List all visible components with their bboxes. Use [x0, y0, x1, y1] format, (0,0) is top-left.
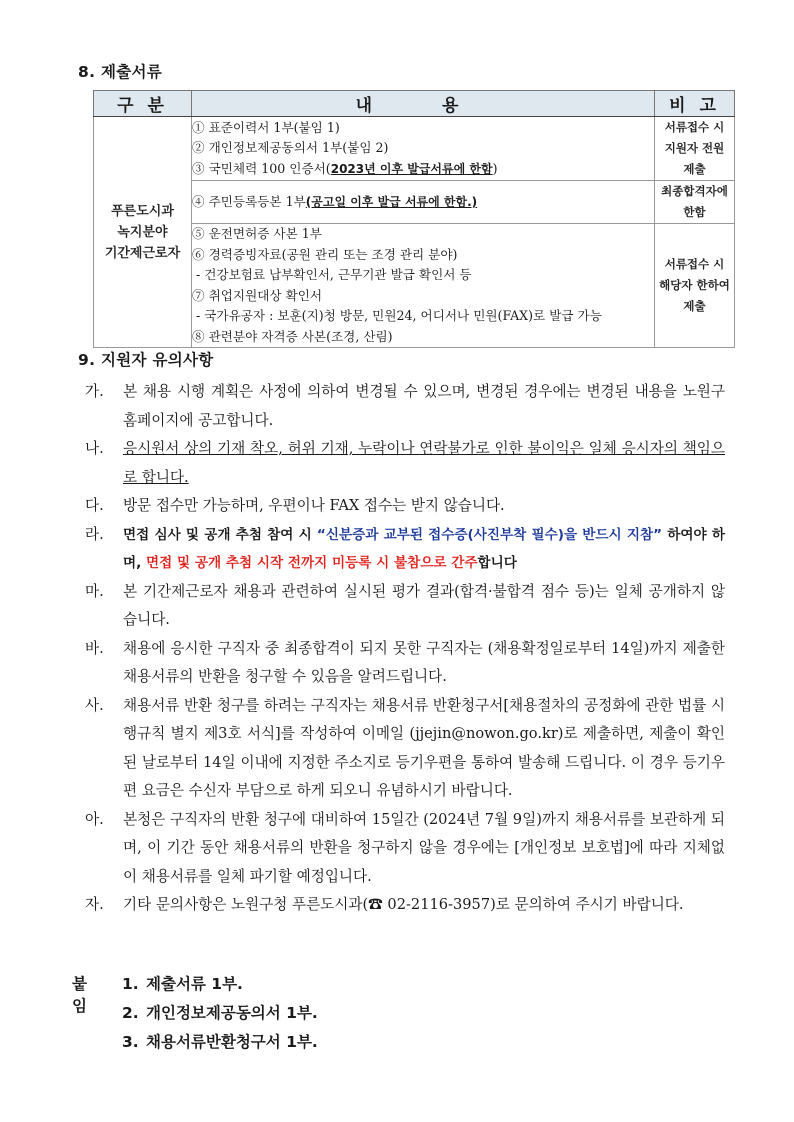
note-item: [85, 806, 725, 892]
section-8-heading: 8. 제출서류: [78, 63, 163, 81]
doc-item: ⑦ 취업지원대상 확인서: [192, 287, 323, 303]
note-item: [85, 378, 725, 435]
note-text: 방문 접수만 가능하며, 우편이나 FAX 접수는 받지 않습니다.: [123, 497, 505, 514]
note-text-bold: 합니다: [477, 555, 517, 571]
attachment-item: [122, 1001, 318, 1023]
remark-line: 한함: [683, 205, 706, 219]
submission-documents-table: [93, 90, 735, 348]
doc-item-emphasis: 2023년 이후 발급서류에 한함: [330, 161, 493, 176]
note-item: [85, 891, 725, 920]
category-line: 기간제근로자: [104, 245, 181, 261]
doc-item: ① 표준이력서 1부(붙임 1): [192, 119, 340, 135]
attachment-text: 채용서류반환청구서 1부.: [146, 1033, 318, 1051]
doc-subitem: - 국가유공자 : 보훈(지)청 방문, 민원24, 어디서나 민원(FAX)로 발급 가능: [196, 308, 602, 323]
remark-line: 서류접수 시: [664, 120, 725, 134]
note-marker: 가.: [85, 383, 104, 400]
note-text: [123, 521, 725, 578]
header-content: 내 용: [192, 91, 655, 117]
remark-line: 제출: [683, 299, 706, 313]
note-text-bold: 하여야 하며,: [123, 526, 725, 571]
note-marker: 마.: [85, 582, 104, 600]
note-marker: 나.: [85, 440, 104, 457]
note-item: [85, 492, 725, 521]
doc-subitem: - 건강보험료 납부확인서, 근무기관 발급 확인서 등: [196, 267, 472, 282]
note-text: 기타 문의사항은 노원구청 푸른도시과(☎ 02-2116-3957)로 문의하여 주시기 바랍니다.: [123, 896, 684, 913]
attachment-number: 1.: [122, 975, 139, 993]
remark-line: 해당자 한하여: [659, 278, 730, 292]
note-text-bold: 면접 심사 및 공개 추첨 참여 시: [123, 526, 317, 543]
note-marker: 사.: [85, 696, 104, 714]
table-row: [94, 117, 735, 181]
note-text: 채용서류 반환 청구를 하려는 구직자는 채용서류 반환청구서[채용절차의 공정화에 관한 법률 시행규칙 별지 제3호 서식]를 작성하여 이메일 (jjejin@nowon.go.kr)로 제출하면, 제출이 확인된 날로부터 14일 이내에 지정한 주소지로 등기우편을 통하여 발송해 드립니다. 이 경우 등기우편 요금은 수신자 부담으로 하게 되오니 유념하시기 바랍니다.: [123, 696, 725, 799]
content-cell: [192, 224, 655, 348]
note-marker: 아.: [85, 810, 104, 828]
section-9-heading: 9. 지원자 유의사항: [78, 351, 214, 369]
note-text: 본 기간제근로자 채용과 관련하여 실시된 평가 결과(합격·불합격 점수 등)는 일체 공개하지 않습니다.: [123, 582, 725, 628]
applicant-notes-list: [85, 378, 725, 920]
remark-line: 지원자 전원: [664, 141, 725, 155]
note-text-blue: “신분증과 교부된 접수증(사진부착 필수)을 반드시 지참”: [316, 526, 663, 543]
doc-item: ② 개인정보제공동의서 1부(붙임 2): [192, 140, 389, 156]
note-marker: 바.: [85, 639, 104, 657]
header-remarks: 비 고: [655, 91, 735, 117]
attachment-item: [122, 972, 243, 994]
category-line: 녹지분야: [117, 224, 168, 240]
attachment-text: 개인정보제공동의서 1부.: [146, 1004, 318, 1022]
note-text: 본청은 구직자의 반환 청구에 대비하여 15일간 (2024년 7월 9일)까지 채용서류를 보관하게 되며, 이 기간 동안 채용서류의 반환을 청구하지 않을 경우에는 [개인정보 보호법]에 따라 지체없이 채용서류를 일체 파기할 예정입니다.: [123, 810, 725, 885]
note-item: [85, 578, 725, 635]
attachment-number: 3.: [122, 1033, 139, 1051]
category-cell: [94, 117, 192, 348]
doc-item-prefix: ③ 국민체력 100 인증서(: [192, 160, 331, 176]
doc-item: [192, 159, 654, 180]
doc-item-suffix: ): [492, 160, 498, 176]
doc-item: ⑤ 운전면허증 사본 1부: [192, 226, 322, 241]
note-text: 본 채용 시행 계획은 사정에 의하여 변경될 수 있으며, 변경된 경우에는 변경된 내용을 노원구 홈페이지에 공고합니다.: [123, 383, 725, 429]
remark-line: 제출: [683, 162, 706, 176]
content-cell: [192, 181, 655, 224]
remark-line: 최종합격자에: [661, 184, 728, 198]
note-text: 응시원서 상의 기재 착오, 허위 기재, 누락이나 연락불가로 인한 불이익은 일체 응시자의 책임으로 합니다.: [123, 440, 725, 486]
note-marker: 라.: [85, 525, 104, 543]
attachment-item: [122, 1030, 318, 1052]
doc-item: ⑥ 경력증빙자료(공원 관리 또는 조경 관리 분야): [192, 246, 458, 262]
category-line: 푸른도시과: [111, 203, 174, 219]
remark-line: 서류접수 시: [664, 257, 725, 271]
remark-cell: [655, 181, 735, 224]
content-cell: [192, 117, 655, 181]
note-marker: 다.: [85, 497, 104, 514]
note-item: [85, 521, 725, 578]
note-text: 채용에 응시한 구직자 중 최종합격이 되지 못한 구직자는 (채용확정일로부터 14일)까지 제출한 채용서류의 반환을 청구할 수 있음을 알려드립니다.: [123, 639, 725, 685]
attachment-text: 제출서류 1부.: [146, 975, 243, 993]
note-item: [85, 435, 725, 492]
table-header-row: [94, 91, 735, 117]
doc-item-prefix: ④ 주민등록등본 1부: [192, 193, 306, 209]
doc-item: ⑧ 관련분야 자격증 사본(조경, 산림): [192, 328, 393, 344]
note-marker: 자.: [85, 896, 104, 913]
attachment-number: 2.: [122, 1004, 139, 1022]
doc-item-emphasis: (공고일 이후 발급 서류에 한함.): [305, 194, 478, 209]
remark-cell: [655, 224, 735, 348]
note-text-red: 면접 및 공개 추첨 시작 전까지 미등록 시 불참으로 간주: [146, 555, 478, 571]
note-item: [85, 692, 725, 806]
remark-cell: [655, 117, 735, 181]
header-category: 구 분: [94, 91, 192, 117]
attachments-label: 붙임: [72, 975, 87, 1015]
doc-item: [192, 192, 654, 213]
note-item: [85, 635, 725, 692]
